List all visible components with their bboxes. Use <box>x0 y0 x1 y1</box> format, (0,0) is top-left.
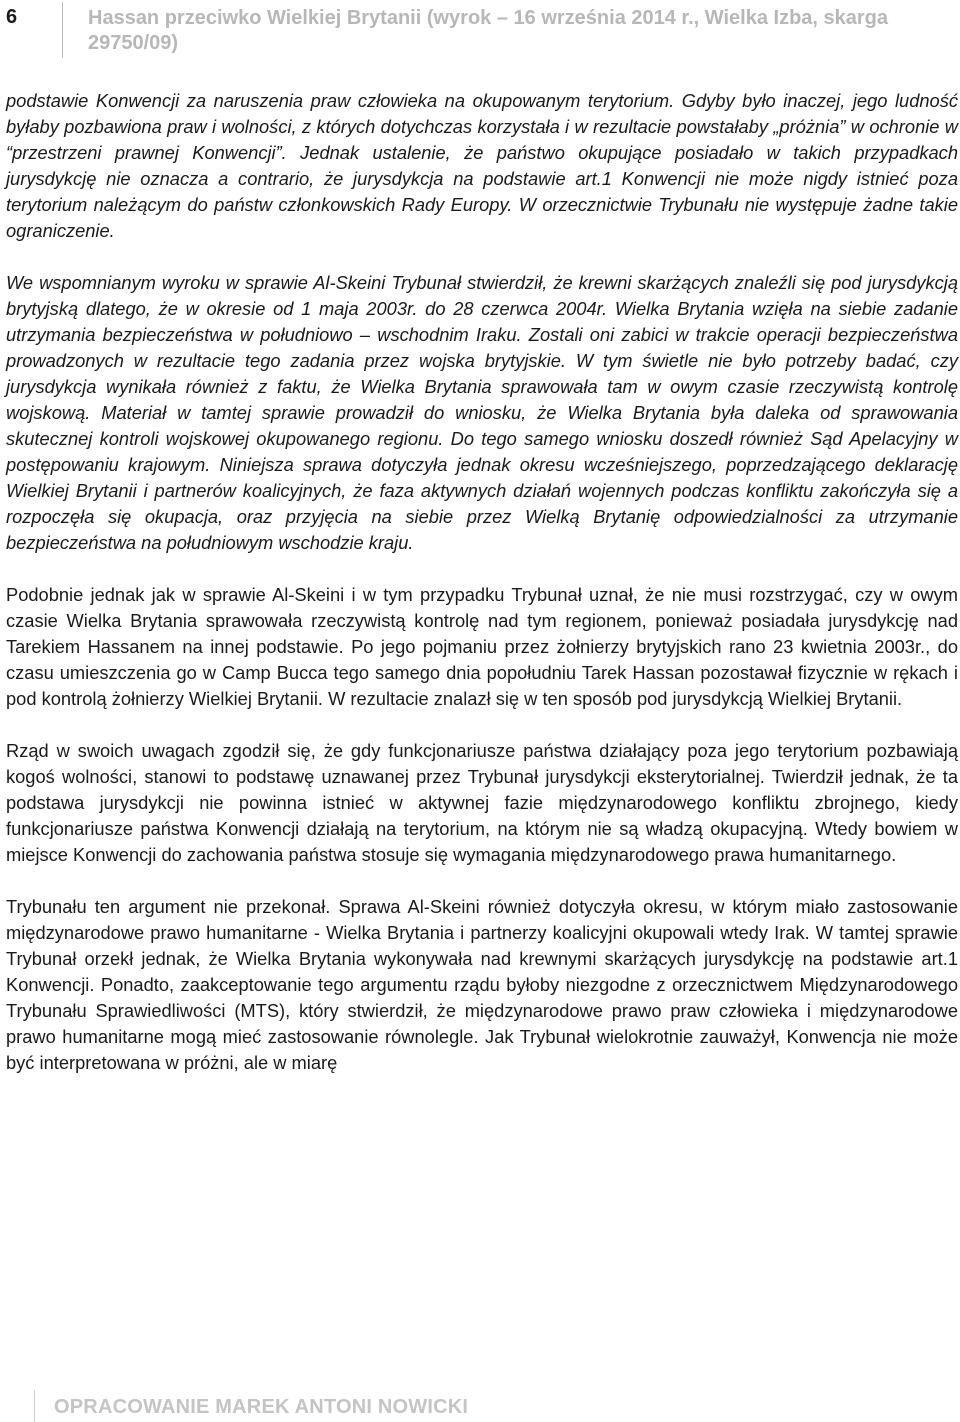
page-number: 6 <box>6 6 18 28</box>
paragraph-2: We wspomnianym wyroku w sprawie Al-Skeini Trybunał stwierdził, że krewni skarżących znaleźli się pod jurysdykcją brytyjską dlatego, że w okresie od 1 maja 2003r. do 28 czerwca 2004r. Wielka Brytania wzięła na siebie zadanie utrzymania bezpieczeństwa w południowo – wschodnim Iraku. Zostali oni zabici w trakcie operacji bezpieczeństwa prowadzonych w rezultacie tego zadania przez wojska brytyjskie. W tym świetle nie było potrzeby badać, czy jurysdykcja wynikała również z faktu, że Wielka Brytania sprawowała tam w owym czasie rzeczywistą kontrolę wojskową. Materiał w tamtej sprawie prowadził do wniosku, że Wielka Brytania była daleka od sprawowania skutecznej kontroli wojskowej okupowanego regionu. Do tego samego wniosku doszedł również Sąd Apelacyjny w postępowaniu krajowym. Niniejsza sprawa dotyczyła jednak okresu wcześniejszego, poprzedzającego deklarację Wielkiej Brytanii i partnerów koalicyjnych, że faza aktywnych działań wojennych podczas konfliktu zakończyła się a rozpoczęła się okupacja, oraz przyjęcia na siebie przez Wielką Brytanię odpowiedzialności za utrzymanie bezpieczeństwa na południowym wschodzie kraju. <box>6 272 958 553</box>
paragraph-4: Rząd w swoich uwagach zgodził się, że gdy funkcjonariusze państwa działający poza jego terytorium pozbawiają kogoś wolności, stanowi to podstawę uznawanej przez Trybunał jurysdykcji eksterytorialnej. Twierdził jednak, że ta podstawa jurysdykcji nie powinna istnieć w aktywnej fazie międzynarodowego konfliktu zbrojnego, kiedy funkcjonariusze państwa Konwencji działają na terytorium, na którym nie są władzą okupacyjną. Wtedy bowiem w miejsce Konwencji do zachowania państwa stosuje się wymagania międzynarodowego prawa humanitarnego. <box>6 740 958 865</box>
paragraph-spacer <box>6 712 958 738</box>
header-divider <box>62 2 63 58</box>
page-footer <box>0 1388 960 1422</box>
running-title: Hassan przeciwko Wielkiej Brytanii (wyrok – 16 września 2014 r., Wielka Izba, skarga 29750/09) <box>88 7 889 54</box>
paragraph-spacer <box>6 556 958 582</box>
paragraph-3: Podobnie jednak jak w sprawie Al-Skeini i w tym przypadku Trybunał uznał, że nie musi rozstrzygać, czy w owym czasie Wielka Brytania sprawowała rzeczywistą kontrolę nad tym regionem, ponieważ posiadała jurysdykcję nad Tarekiem Hassanem na innej podstawie. Po jego pojmaniu przez żołnierzy brytyjskich rano 23 kwietnia 2003r., do czasu umieszczenia go w Camp Bucca tego samego dnia popołudniu Tarek Hassan pozostawał fizycznie w rękach i pod kontrolą żołnierzy Wielkiej Brytanii. W rezultacie znalazł się w ten sposób pod jurysdykcją Wielkiej Brytanii. <box>6 584 958 709</box>
page-header <box>0 0 960 60</box>
footer-author: OPRACOWANIE MAREK ANTONI NOWICKI <box>54 1396 469 1418</box>
footer-divider <box>34 1390 35 1422</box>
paragraph-spacer <box>6 244 958 270</box>
paragraph-5: Trybunału ten argument nie przekonał. Sprawa Al-Skeini również dotyczyła okresu, w którym miało zastosowanie międzynarodowe prawo humanitarne - Wielka Brytania i partnerzy koalicyjni okupowali wtedy Irak. W tamtej sprawie Trybunał orzekł jednak, że Wielka Brytania wykonywała nad krewnymi skarżących jurysdykcję na podstawie art.1 Konwencji. Ponadto, zaakceptowanie tego argumentu rządu byłoby niezgodne z orzecznictwem Międzynarodowego Trybunału Sprawiedliwości (MTS), który stwierdził, że międzynarodowe prawo praw człowieka i międzynarodowe prawo humanitarne mogą mieć zastosowanie równolegle. Jak Trybunał wielokrotnie zauważył, Konwencja nie może być interpretowana w próżni, ale w miarę <box>6 896 958 1073</box>
document-body <box>6 88 958 1076</box>
paragraph-spacer <box>6 868 958 894</box>
paragraph-1: podstawie Konwencji za naruszenia praw człowieka na okupowanym terytorium. Gdyby było inaczej, jego ludność byłaby pozbawiona praw i wolności, z których dotychczas korzystała i w rezultacie powstałaby „próżnia” w ochronie w “przestrzeni prawnej Konwencji”. Jednak ustalenie, że państwo okupujące posiadało w takich przypadkach jurysdykcję nie oznacza a contrario, że jurysdykcja na podstawie art.1 Konwencji nie może nigdy istnieć poza terytorium należącym do państw członkowskich Rady Europy. W orzecznictwie Trybunału nie występuje żadne takie ograniczenie. <box>6 90 958 241</box>
